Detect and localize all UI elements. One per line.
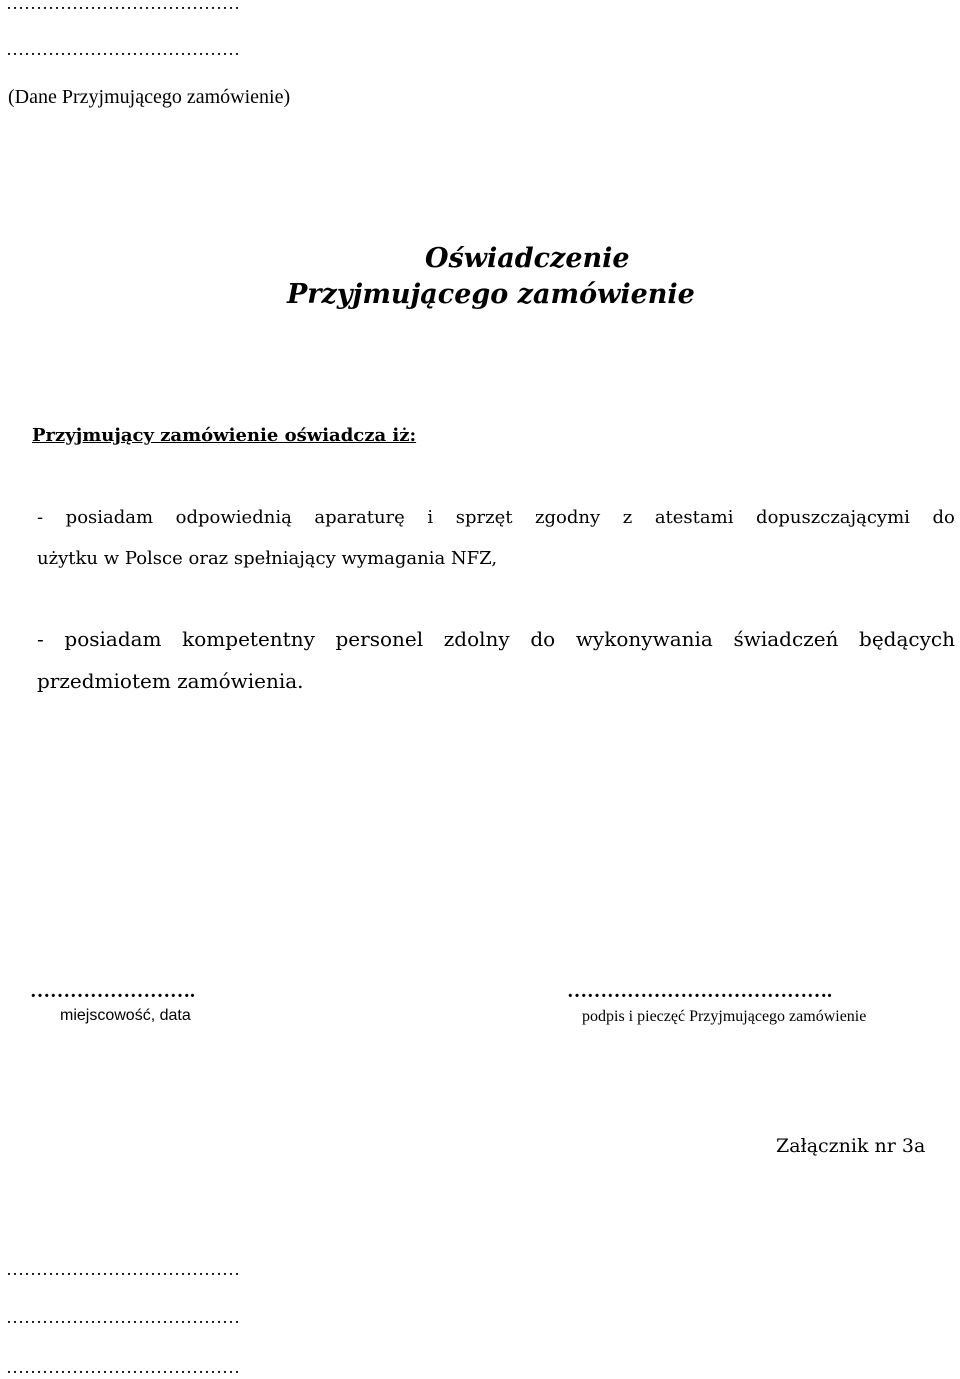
item-1-word: i — [427, 507, 434, 528]
item-2-word: będących — [859, 627, 955, 651]
item-1-word: do — [932, 507, 955, 528]
item-2-word: świadczeń — [733, 627, 839, 651]
declaration-item-2-line-2: przedmiotem zamówienia. — [37, 669, 304, 693]
item-1-word: zgodny — [535, 507, 601, 528]
item-1-word: posiadam — [65, 507, 154, 528]
declaration-item-1-line-1 — [37, 507, 955, 528]
declaration-item-2-line-1 — [37, 627, 955, 651]
document-title: Oświadczenie — [425, 243, 630, 274]
declaration-item-1-line-2: użytku w Polsce oraz spełniający wymagania NFZ, — [37, 548, 498, 569]
item-1-word: odpowiednią — [175, 507, 292, 528]
item-1-word: z — [622, 507, 633, 528]
sender-dots-line-1: ………………………………… — [6, 0, 240, 13]
signature-label: podpis i pieczęć Przyjmującego zamówienie — [582, 1008, 867, 1025]
place-date-dots: ……………………. — [30, 980, 195, 1002]
sender-label: (Dane Przyjmującego zamówienie) — [8, 86, 291, 108]
item-2-word: - — [37, 627, 44, 651]
document-subtitle: Przyjmującego zamówienie — [287, 279, 695, 310]
signature-dots: …………………………………. — [567, 980, 832, 1002]
item-1-word: aparaturę — [314, 507, 405, 528]
item-2-word: wykonywania — [575, 627, 713, 651]
item-2-word: posiadam — [64, 627, 162, 651]
item-1-word: sprzęt — [455, 507, 513, 528]
item-2-word: kompetentny — [182, 627, 315, 651]
footer-dots-line-2: ………………………………… — [6, 1307, 240, 1327]
declaration-intro: Przyjmujący zamówienie oświadcza iż: — [32, 425, 417, 446]
sender-dots-line-2: ………………………………… — [6, 39, 240, 59]
item-1-word: atestami — [654, 507, 734, 528]
attachment-label: Załącznik nr 3a — [776, 1135, 926, 1157]
item-2-word: personel — [335, 627, 424, 651]
place-date-label: miejscowość, data — [60, 1007, 191, 1024]
footer-dots-line-1: ………………………………… — [6, 1259, 240, 1279]
footer-dots-line-3: ………………………………… — [6, 1357, 240, 1377]
item-1-word: - — [37, 507, 44, 528]
item-2-word: zdolny — [443, 627, 510, 651]
item-1-word: dopuszczającymi — [756, 507, 910, 528]
item-2-word: do — [530, 627, 556, 651]
